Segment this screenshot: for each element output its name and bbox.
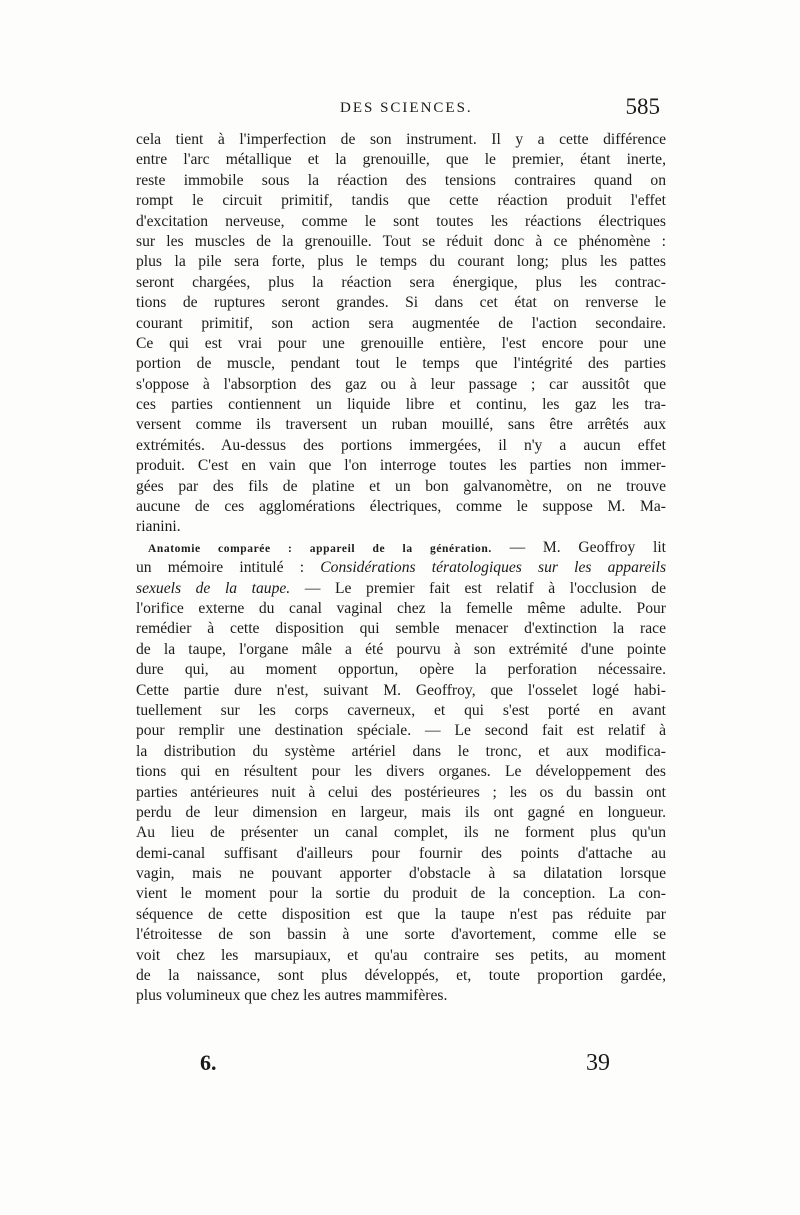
text-line: Cette partie dure n'est, suivant M. Geoffroy, que l'osselet logé habi- — [136, 681, 666, 699]
text-line: demi-canal suffisant d'ailleurs pour fournir des points d'attache au — [136, 844, 666, 862]
text-line: reste immobile sous la réaction des tensions contraires quand on — [136, 171, 666, 189]
running-head — [140, 94, 660, 124]
text-line: perdu de leur dimension en largeur, mais ils ont gagné en longueur. — [136, 803, 666, 821]
text-line: d'excitation nerveuse, comme le sont toutes les réactions électriques — [136, 212, 666, 230]
text-line: produit. C'est en vain que l'on interroge toutes les parties non immer- — [136, 457, 666, 475]
text-line: pour remplir une destination spéciale. — Le second fait est relatif à — [136, 722, 666, 740]
text-line: rompt le circuit primitif, tandis que cette réaction produit l'effet — [136, 192, 666, 210]
show-through-text — [150, 1012, 670, 1028]
text-line: seront chargées, plus la réaction sera énergique, plus les contrac- — [136, 273, 666, 291]
text-line — [136, 579, 666, 599]
memoir-title: Considérations tératologiques sur les appareils — [320, 559, 667, 577]
text-line — [136, 558, 666, 578]
text-line: rianini. — [136, 518, 181, 536]
text-line: extrémités. Au-dessus des portions immergées, il n'y a aucun effet — [136, 436, 666, 454]
body-text — [136, 130, 666, 1007]
section-heading: Anatomie comparée : appareil de la génération. — [148, 542, 492, 555]
signature-mark-right: 39 — [586, 1050, 610, 1076]
text-line: l'orifice externe du canal vaginal chez la femelle même adulte. Pour — [136, 599, 666, 617]
section-heading-line — [136, 538, 666, 558]
text-line: Ce qui est vrai pour une grenouille entière, l'est encore pour une — [136, 334, 666, 352]
text-line: l'étroitesse de son bassin à une sorte d'avortement, comme elle se — [136, 926, 666, 944]
text-line: plus la pile sera forte, plus le temps du courant long; plus les pattes — [136, 253, 666, 271]
text-line: séquence de cette disposition est que la taupe n'est pas réduite par — [136, 905, 666, 923]
show-through-text — [150, 1030, 670, 1046]
text-fragment: — Le premier fait est relatif à l'occlusion de — [290, 579, 666, 597]
text-line: tions de ruptures seront grandes. Si dans cet état on renverse le — [136, 294, 666, 312]
text-line: ces parties contiennent un liquide libre et continu, les gaz les tra- — [136, 396, 666, 414]
text-line: aucune de ces agglomérations électriques, comme le suppose M. Ma- — [136, 498, 666, 516]
section-heading-continuation: — M. Geoffroy lit — [491, 538, 666, 556]
text-line: de la naissance, sont plus développés, et, toute proportion gardée, — [136, 967, 666, 985]
text-line: gées par des fils de platine et un bon galvanomètre, on ne trouve — [136, 477, 666, 495]
text-line: courant primitif, son action sera augmentée de l'action secondaire. — [136, 314, 666, 332]
text-fragment: un mémoire intitulé : — [136, 559, 321, 577]
text-line: parties antérieures nuit à celui des postérieures ; les os du bassin ont — [136, 783, 666, 801]
signature-marks — [200, 1050, 610, 1090]
text-line: vient le moment pour la sortie du produit de la conception. La con- — [136, 885, 666, 903]
text-line: Au lieu de présenter un canal complet, ils ne forment plus qu'un — [136, 824, 666, 842]
text-line: voit chez les marsupiaux, et qu'au contraire ses petits, au moment — [136, 946, 666, 964]
text-line: la distribution du système artériel dans le tronc, et aux modifica- — [136, 742, 666, 760]
text-line: s'oppose à l'absorption des gaz ou à leur passage ; car aussitôt que — [136, 375, 666, 393]
signature-mark-left: 6. — [200, 1050, 217, 1075]
text-line: de la taupe, l'organe mâle a été pourvu à son extrémité d'une pointe — [136, 640, 666, 658]
memoir-title-continuation: sexuels de la taupe. — [136, 579, 291, 597]
running-title: DES SCIENCES. — [340, 100, 473, 116]
text-line: portion de muscle, pendant tout le temps que l'intégrité des parties — [136, 355, 666, 373]
text-line: plus volumineux que chez les autres mammifères. — [136, 987, 448, 1005]
text-line: cela tient à l'imperfection de son instrument. Il y a cette différence — [136, 131, 666, 148]
text-line: remédier à cette disposition qui semble menacer d'extinction la race — [136, 620, 666, 638]
text-line: sur les muscles de la grenouille. Tout se réduit donc à ce phénomène : — [136, 232, 666, 250]
text-line: dure qui, au moment opportun, opère la perforation nécessaire. — [136, 661, 666, 679]
text-line: tions qui en résultent pour les divers organes. Le développement des — [136, 763, 666, 781]
text-line: vagin, mais ne pouvant apporter d'obstacle à sa dilatation lorsque — [136, 865, 666, 883]
text-line: entre l'arc métallique et la grenouille, que le premier, étant inerte, — [136, 151, 666, 169]
page-number: 585 — [625, 94, 660, 119]
text-line: tuellement sur les corps caverneux, et qui s'est porté en avant — [136, 701, 666, 719]
text-line: versent comme ils traversent un ruban mouillé, sans être arrêtés aux — [136, 416, 666, 434]
